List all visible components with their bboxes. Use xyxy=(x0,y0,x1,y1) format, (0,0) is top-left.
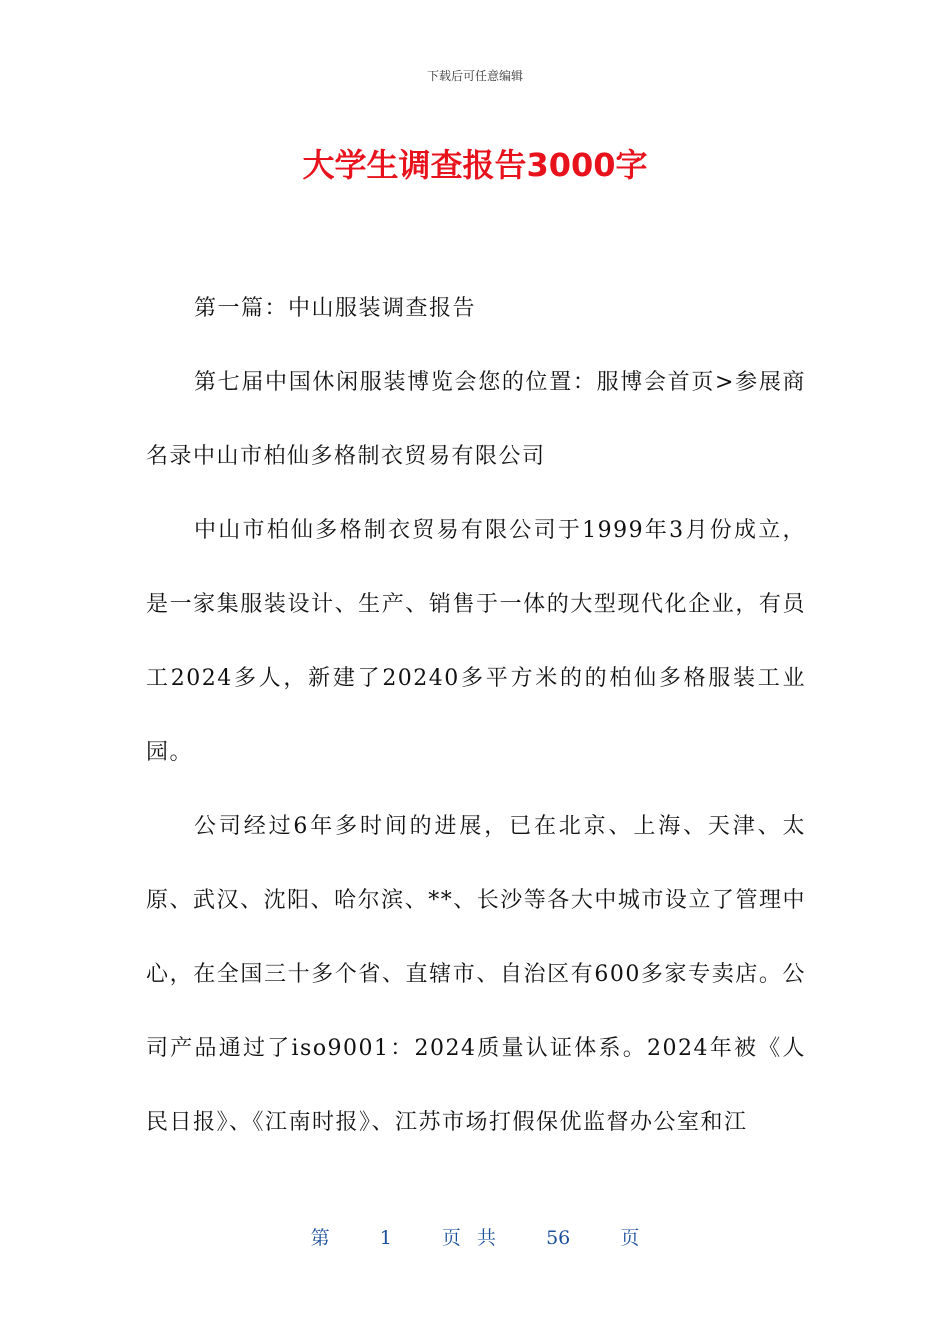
document-title: 大学生调查报告3000字 xyxy=(302,146,648,184)
paragraph: 第七届中国休闲服装博览会您的位置：服博会首页>参展商名录中山市柏仙多格制衣贸易有限公司 xyxy=(146,370,806,469)
footer-total-pages: 56 xyxy=(546,1227,571,1249)
footer-middle: 页 共 xyxy=(441,1227,496,1249)
page-footer xyxy=(0,1224,950,1252)
paragraph: 公司经过6年多时间的进展，已在北京、上海、天津、太原、武汉、沈阳、哈尔滨、**、长沙等各大中城市设立了管理中心，在全国三十多个省、直辖市、自治区有600多家专卖店。公司产品通过了iso9001：2024质量认证体系。2024年被《人民日报》、《江南时报》、江苏市场打假保优监督办公室和江 xyxy=(146,814,806,1135)
paragraph: 第一篇：中山服装调查报告 xyxy=(194,296,477,321)
paragraph: 中山市柏仙多格制衣贸易有限公司于1999年3月份成立，是一家集服装设计、生产、销售于一体的大型现代化企业，有员工2024多人，新建了20240多平方米的的柏仙多格服装工业园。 xyxy=(146,518,806,765)
document-body xyxy=(146,272,806,1160)
footer-suffix: 页 xyxy=(620,1227,640,1249)
footer-page-number: 1 xyxy=(379,1227,392,1249)
header-note: 下载后可任意编辑 xyxy=(426,69,523,83)
footer-prefix: 第 xyxy=(310,1227,330,1249)
